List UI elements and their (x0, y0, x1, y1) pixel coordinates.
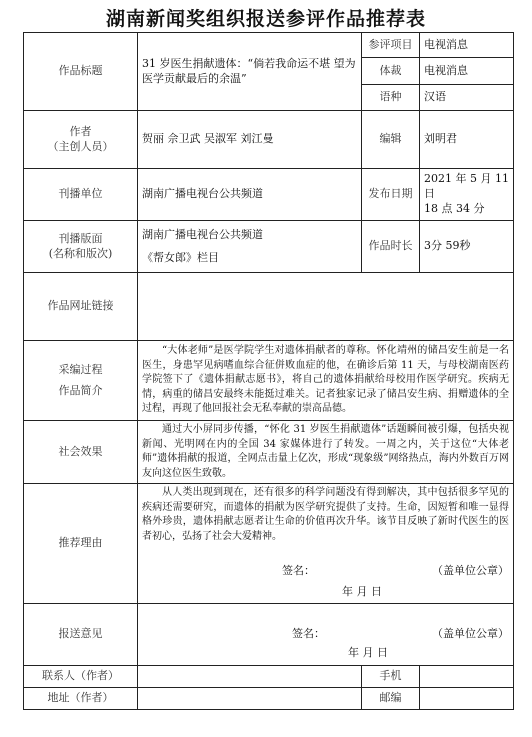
page-value-line2: 《帮女郎》栏目 (142, 250, 219, 264)
author-label-line1: 作者 (69, 124, 92, 138)
language-value: 汉语 (420, 85, 514, 111)
opinion-sign-label: 签名： (292, 627, 325, 641)
form-title: 湖南新闻奖组织报送参评作品推荐表 (105, 8, 426, 30)
authors-value: 贺丽 佘卫武 吴淑军 刘江曼 (138, 111, 362, 169)
contact-value (138, 666, 362, 688)
reason-value: 从人类出现到现在，还有很多的科学问题没有得到解决，其中包括很多罕见的疾病还需要研究，而遗体的捐献为医学研究提供了支持。生命，因短暂和唯一显得格外珍贵，遗体捐献志愿者让生命的价值再次升华。该节目反映了新时代医生的医者初心，弘扬了社会大爱精神。 (142, 487, 509, 542)
reason-sign-label: 签名： (282, 564, 315, 577)
phone-value (420, 666, 514, 688)
author-label-line2: （主创人员） (47, 139, 114, 153)
url-value (138, 273, 514, 341)
reason-cell (138, 484, 514, 604)
publisher-label: 刊播单位 (24, 169, 138, 221)
reason-seal: （盖单位公章） (432, 564, 509, 577)
work-title-value: 31 岁医生捐献遗体：“倘若我命运不堪 望为医学贡献最后的余温” (138, 33, 362, 111)
process-value: “大体老师”是医学院学生对遗体捐献者的尊称。怀化靖州的储昌安生前是一名医生，身患罕见病嗜血综合征併败血症的他，在确诊后第 11 天，与母校湖南医药学院签下了《遗体捐献志愿书》，将自己的遗体捐献给母校用作医学研究。疾病无情，病重的储昌安最终未能挺过难关。记者独家记录了储昌安生病、捐赠遗体的全过程，再现了他回报社会无私奉献的崇高品德。 (138, 341, 514, 421)
address-label: 地址（作者） (24, 688, 138, 710)
category-label: 参评项目 (362, 33, 420, 58)
author-label (24, 111, 138, 169)
pub-date-line1: 2021 年 5 月 11 日 (424, 172, 509, 201)
reason-signature (142, 564, 509, 579)
pub-date-label: 发布日期 (362, 169, 420, 221)
reason-date: 年 月 日 (342, 584, 382, 598)
publisher-value: 湖南广播电视台公共频道 (138, 169, 362, 221)
postcode-label: 邮编 (362, 688, 420, 710)
process-label (24, 341, 138, 421)
reason-label: 推荐理由 (24, 484, 138, 604)
category-value: 电视消息 (420, 33, 514, 58)
effect-label: 社会效果 (24, 421, 138, 484)
contact-label: 联系人（作者） (24, 666, 138, 688)
url-label: 作品网址链接 (24, 273, 138, 341)
page-label (24, 221, 138, 273)
address-value (138, 688, 362, 710)
editor-label: 编辑 (362, 111, 420, 169)
work-title-label: 作品标题 (24, 33, 138, 111)
process-label-line2: 作品简介 (58, 383, 103, 397)
duration-value: 3分 59秒 (420, 221, 514, 273)
pub-date-value (420, 169, 514, 221)
page-value-line1: 湖南广播电视台公共频道 (142, 227, 263, 241)
opinion-signature (142, 627, 509, 642)
phone-label: 手机 (362, 666, 420, 688)
opinion-label: 报送意见 (24, 604, 138, 666)
genre-label: 体裁 (362, 58, 420, 85)
duration-label: 作品时长 (362, 221, 420, 273)
page-label-line1: 刊播版面 (58, 231, 103, 245)
opinion-cell (138, 604, 514, 666)
page-value (138, 221, 362, 273)
pub-date-line2: 18 点 34 分 (424, 201, 485, 215)
genre-value: 电视消息 (420, 58, 514, 85)
language-label: 语种 (362, 85, 420, 111)
postcode-value (420, 688, 514, 710)
process-label-line1: 采编过程 (58, 362, 103, 376)
opinion-seal: （盖单位公章） (432, 627, 509, 641)
opinion-date: 年 月 日 (348, 646, 388, 660)
page-label-line2: (名称和版次) (48, 246, 113, 260)
editor-value: 刘明君 (420, 111, 514, 169)
recommendation-form-table (23, 32, 514, 710)
effect-value: 通过大小屏同步传播，“怀化 31 岁医生捐献遗体”话题瞬间被引爆，包括央视新闻、光明网在内的全国 34 家媒体进行了转发。一周之内，关于这位“大体老师”遗体捐献的报道，全网点击量上亿次，形成“现象级”网络热点，海内外数百万网友向这位医生致敬。 (138, 421, 514, 484)
